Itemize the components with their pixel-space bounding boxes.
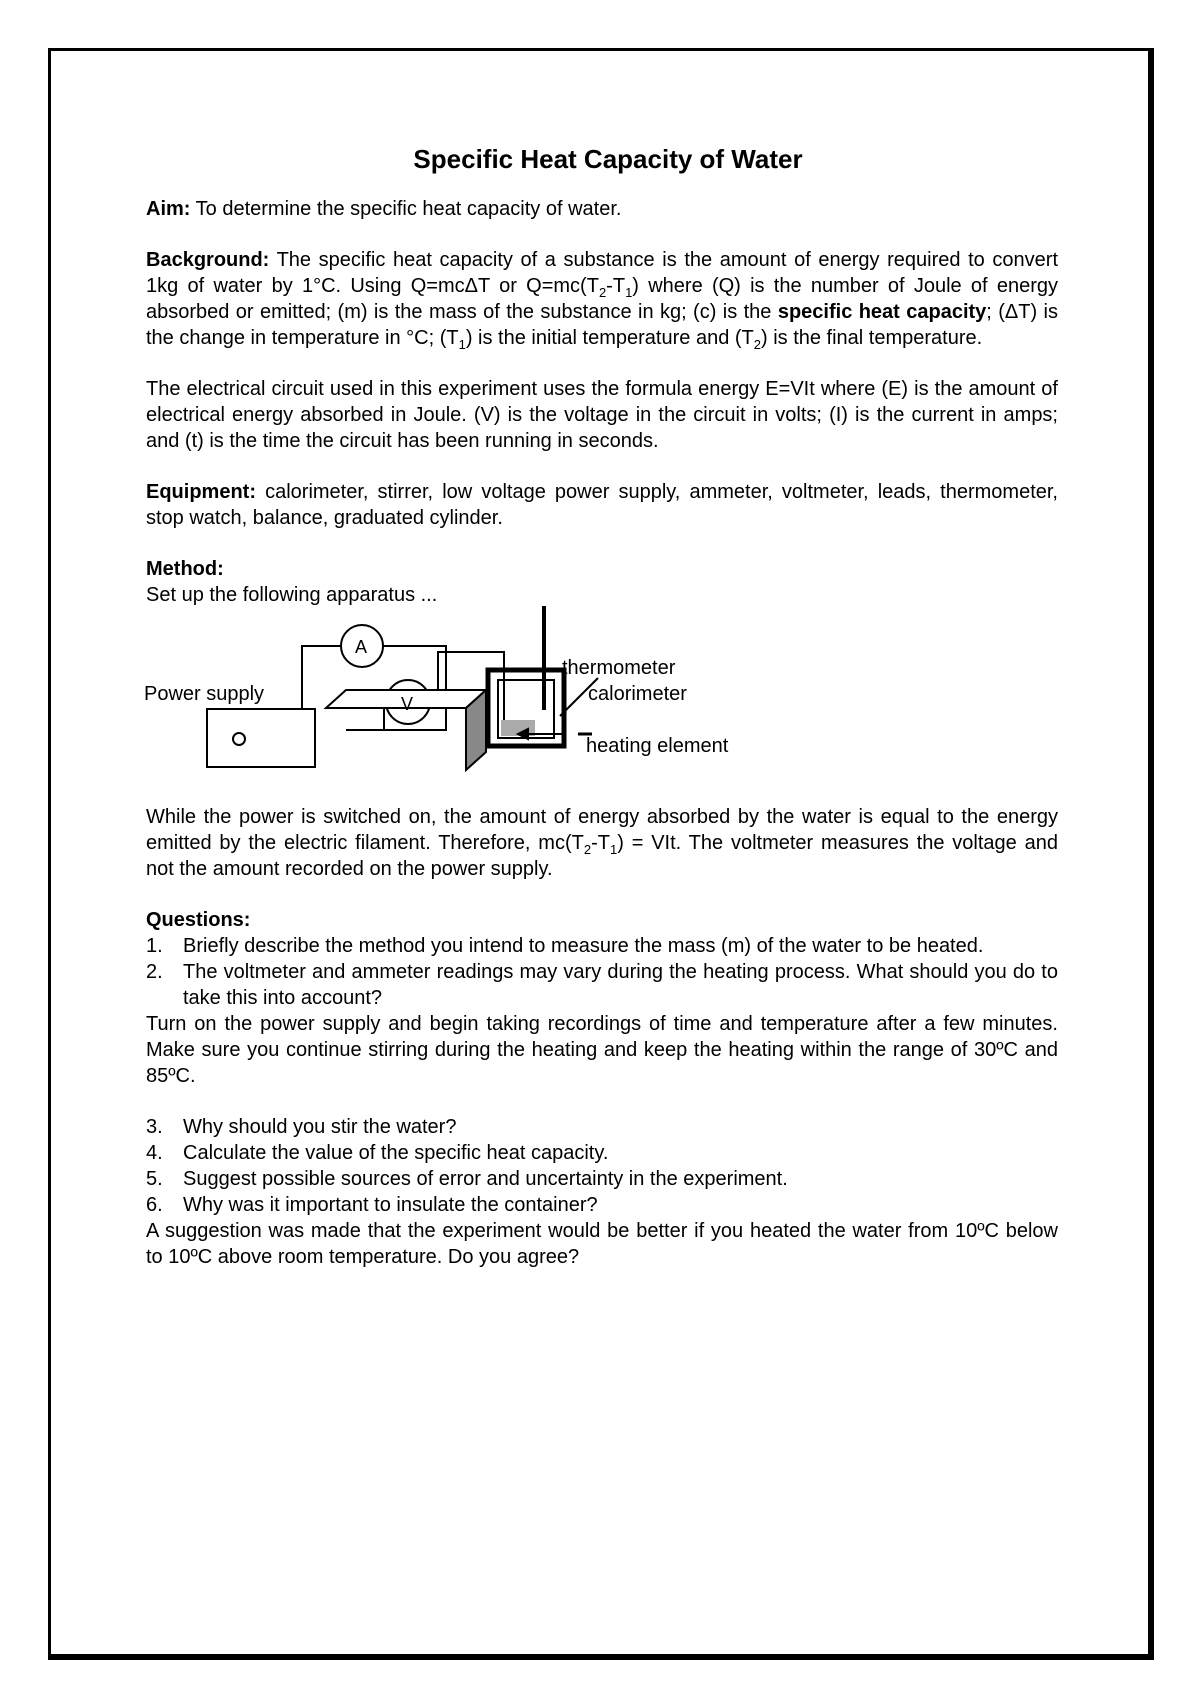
heating-element-label: heating element — [586, 735, 729, 757]
question-text: Suggest possible sources of error and uncertainty in the experiment. — [183, 1168, 788, 1190]
background-text-5: ) is the initial temperature and (T — [465, 327, 754, 349]
question-item — [146, 1192, 1058, 1218]
background-sub-3: 1 — [458, 337, 466, 352]
background-bold-term: specific heat capacity — [777, 301, 987, 323]
power-knob-icon — [232, 732, 246, 746]
calorimeter-label: calorimeter — [588, 683, 687, 705]
document-content — [146, 142, 1058, 1295]
question-item — [146, 933, 1058, 959]
aim-text: To determine the specific heat capacity of water. — [190, 198, 622, 220]
background-sub-2: 1 — [625, 285, 633, 300]
background-sub-4: 2 — [753, 337, 761, 352]
suggestion-paragraph: A suggestion was made that the experiment would be better if you heated the water from 10ºC below to 10ºC above room temperature. Do you agree? — [146, 1220, 1058, 1268]
background-text-4: ; (ΔT) is the change in temperature in °C; (T — [146, 301, 1058, 349]
method-intro: Set up the following apparatus ... — [146, 584, 438, 606]
aim-label: Aim: — [146, 198, 191, 220]
background-text-2: -T — [606, 275, 626, 297]
question-list-b — [146, 1114, 1058, 1218]
equipment-paragraph — [146, 479, 1058, 531]
wire-voltmeter-right — [424, 652, 504, 720]
question-text: Calculate the value of the specific heat capacity. — [183, 1142, 609, 1164]
question-text: Why should you stir the water? — [183, 1116, 457, 1138]
power-supply-front — [206, 708, 316, 768]
question-item — [146, 1166, 1058, 1192]
background-label: Background: — [146, 249, 270, 271]
question-text: The voltmeter and ammeter readings may vary during the heating process. What should you do to take this into account? — [183, 961, 1058, 1009]
background-paragraph — [146, 247, 1058, 351]
equipment-text: calorimeter, stirrer, low voltage power supply, ammeter, voltmeter, leads, thermometer, stop watch, balance, graduated cylinder. — [146, 481, 1058, 529]
question-item — [146, 959, 1058, 1011]
question-number: 2. — [146, 961, 163, 983]
equipment-label: Equipment: — [146, 481, 256, 503]
apparatus-diagram — [146, 606, 1058, 796]
voltmeter-label: V — [401, 694, 414, 714]
method-label: Method: — [146, 558, 224, 580]
background-text-1: The specific heat capacity of a substance is the amount of energy required to convert 1kg of water by 1°C. Using Q=mcΔT or Q=mc(T — [146, 249, 1058, 297]
question-number: 1. — [146, 935, 163, 957]
question-number: 6. — [146, 1194, 163, 1216]
background-sub-1: 2 — [598, 285, 607, 300]
while-power-text-2: -T — [591, 832, 610, 854]
questions-label: Questions: — [146, 909, 251, 931]
electrical-paragraph: The electrical circuit used in this experiment uses the formula energy E=VIt where (E) is the amount of electrical energy absorbed in Joule. (V) is the voltage in the circuit in volts; (I) is the current in amps; and (t) is the time the circuit has been running in seconds. — [146, 378, 1058, 452]
background-text-3: ) where (Q) is the number of Joule of energy absorbed or emitted; (m) is the mass of the substance in kg; (c) is the — [146, 275, 1058, 323]
question-item — [146, 1114, 1058, 1140]
question-text: Why was it important to insulate the container? — [183, 1194, 598, 1216]
document-title: Specific Heat Capacity of Water — [413, 144, 803, 174]
turn-on-paragraph: Turn on the power supply and begin taking recordings of time and temperature after a few minutes. Make sure you continue stirring during the heating and keep the heating within the range of 30ºC and 85ºC. — [146, 1013, 1058, 1087]
thermometer-label: thermometer — [562, 657, 676, 679]
while-power-text-3: ) = VIt. The voltmeter measures the voltage and not the amount recorded on the power supply. — [146, 832, 1058, 880]
power-supply-label: Power supply — [144, 683, 265, 705]
while-power-text-1: While the power is switched on, the amount of energy absorbed by the water is equal to the energy emitted by the electric filament. Therefore, mc(T — [146, 806, 1058, 854]
background-text-6: ) is the final temperature. — [760, 327, 983, 349]
question-number: 3. — [146, 1116, 163, 1138]
question-item — [146, 1140, 1058, 1166]
while-power-sub-1: 2 — [583, 842, 592, 857]
while-power-paragraph — [146, 804, 1058, 882]
ammeter-label: A — [355, 637, 368, 657]
question-number: 5. — [146, 1168, 163, 1190]
while-power-sub-2: 1 — [609, 842, 618, 857]
question-text: Briefly describe the method you intend to measure the mass (m) of the water to be heated. — [183, 935, 984, 957]
aim-paragraph — [146, 196, 1058, 222]
question-list-a — [146, 933, 1058, 1011]
question-number: 4. — [146, 1142, 163, 1164]
